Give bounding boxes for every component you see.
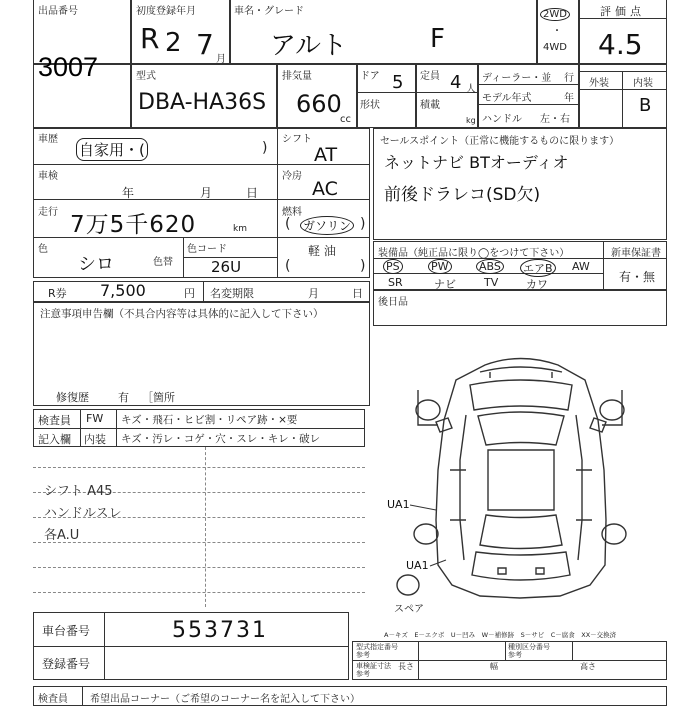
model-value: DBA-HA36S [138, 90, 267, 115]
history-label: 車歴 [38, 134, 58, 145]
damage-legend: A－キズ E－エクボ U－凹み W－補修跡 S－サビ C－腐食 XX－交換済 [384, 631, 617, 639]
inspector-label: 検査員 [38, 414, 71, 427]
model-label: 型式 [136, 71, 156, 82]
divider [229, 0, 231, 64]
model-year-label: モデル年式 [482, 93, 532, 104]
chassis-number: 553731 [172, 618, 268, 643]
width-label: 幅 [490, 662, 498, 671]
capacity-unit: 人 [466, 84, 476, 95]
divider [477, 104, 578, 105]
dealer-type-label: ディーラー・並 [482, 73, 552, 84]
drive-dot: ・ [552, 26, 562, 37]
drive-2wd: 2WD [540, 8, 570, 21]
equip-ps: PS [383, 259, 403, 274]
sales-point-line2: 前後ドラレコ(SD欠) [384, 185, 541, 205]
recycle-value: 7,500 [100, 281, 146, 300]
divider [203, 281, 204, 302]
registration-label: 初度登録年月 [136, 6, 196, 17]
rating-value: 4.5 [598, 28, 643, 61]
lot-number: 3007 [38, 52, 99, 82]
car-name: アルト [270, 31, 347, 61]
load-unit: kg [466, 116, 476, 125]
divider [477, 63, 479, 128]
equip-leather: カワ [526, 278, 548, 291]
divider [33, 428, 365, 429]
repair-place: ［箇所 [142, 391, 175, 404]
dashed-line [33, 467, 365, 468]
divider [603, 241, 604, 290]
rating-label: 評価点 [600, 5, 645, 18]
lot-label: 出品番号 [38, 6, 78, 17]
equip-aw: AW [572, 260, 590, 273]
fuel-close: ) [360, 216, 366, 232]
dashed-line [33, 567, 365, 568]
name-change-day: 日 [352, 287, 363, 300]
fuel-bottom-close: ) [360, 258, 366, 274]
color-code-label: 色コード [187, 244, 227, 255]
divider [130, 0, 132, 128]
recycle-unit: 円 [184, 287, 195, 300]
history-value [76, 138, 148, 161]
dashed-line [33, 592, 365, 593]
handle-label: ハンドル [482, 114, 522, 125]
handwritten-note: シフト A45 [44, 484, 113, 499]
repair-value: 有 [118, 391, 129, 404]
spare-label: スペア [394, 604, 424, 615]
load-label: 積載 [420, 100, 440, 111]
handwritten-note: 各A.U [44, 528, 80, 543]
after-items-label: 後日品 [378, 297, 408, 308]
equip-airbag: エアB [520, 259, 556, 277]
fw-label: FW [86, 412, 104, 425]
divider [82, 686, 83, 706]
equip-tv: TV [484, 276, 499, 289]
color-code-value: 26U [211, 258, 242, 276]
divider [104, 612, 105, 680]
divider [622, 71, 623, 128]
mileage-value: 7万5千620 [70, 212, 197, 238]
damage-label-ua1: UA1 [406, 559, 429, 572]
dashed-divider [205, 447, 206, 607]
registration-year: 2 [165, 28, 182, 58]
equip-navi: ナビ [434, 278, 456, 291]
int-text: キズ・汚レ・コゲ・穴・スレ・キレ・破レ [121, 433, 321, 445]
divider [276, 63, 278, 128]
divider [477, 84, 578, 85]
displacement-label: 排気量 [282, 71, 312, 82]
displacement-unit: cc [340, 114, 351, 125]
notes-label: 注意事項申告欄（不具合内容等は具体的に記入して下さい） [40, 308, 324, 320]
registration-month: 7 [196, 28, 214, 61]
inspection-year: 年 [122, 186, 135, 200]
interior-grade: B [639, 95, 652, 116]
fuel-bottom-open: ( [285, 258, 291, 274]
private-use-circle: 自家用・( [76, 138, 148, 161]
equip-pw: PW [428, 259, 452, 274]
divider [356, 63, 358, 128]
sales-point-label: セールスポイント（正常に機能するものに限ります） [380, 136, 620, 147]
drive-4wd: 4WD [543, 42, 567, 53]
fuel-gas: ガソリン [300, 216, 354, 235]
doors-label: ドア [360, 71, 380, 82]
warranty-value: 有・無 [619, 270, 656, 284]
footer-inspector-label: 検査員 [38, 694, 68, 705]
color-value: シロ [78, 254, 114, 275]
handle-value: 左・右 [540, 114, 570, 125]
warranty-label: 新車保証書 [611, 248, 661, 259]
doors-value: 5 [392, 72, 404, 93]
registration-month-unit: 月 [216, 54, 226, 65]
shift-value: AT [314, 144, 338, 166]
inspection-label: 車検 [38, 171, 58, 182]
fuel-diesel: 軽 油 [308, 244, 336, 258]
divider [277, 128, 278, 278]
history-close: ) [262, 140, 268, 156]
fuel-label: 燃料 [282, 207, 302, 218]
type-designation-label: 型式指定番号 参考 [356, 643, 398, 659]
shape-label: 形状 [360, 100, 380, 111]
mileage-label: 走行 [38, 207, 58, 218]
divider [505, 641, 506, 660]
fuel-open: ( [285, 216, 291, 232]
recycle-row [33, 281, 370, 302]
capacity-value: 4 [450, 72, 462, 93]
category-number-label: 種別区分番号 参考 [508, 643, 550, 659]
inspection-month: 月 [200, 186, 213, 200]
sales-point-line1: ネットナビ BTオーディオ [384, 153, 569, 172]
displacement-value: 660 [296, 90, 342, 118]
aircon-label: 冷房 [282, 171, 302, 182]
notes-area [33, 447, 365, 607]
repair-label: 修復歴 [56, 391, 89, 404]
model-year-value: 年 [564, 93, 574, 104]
name-change-label: 名変期限 [210, 287, 254, 300]
inspection-day: 日 [246, 186, 259, 200]
entry-label: 記入欄 [38, 433, 71, 446]
car-name-label: 車名・グレード [234, 6, 304, 17]
int-label: 内装 [84, 433, 106, 446]
aircon-value: AC [312, 178, 338, 200]
shift-label: シフト [282, 134, 312, 145]
recycle-label: R券 [48, 287, 67, 300]
chassis-label: 車台番号 [42, 624, 91, 638]
divider [415, 63, 417, 128]
capacity-label: 定員 [420, 71, 440, 82]
length-label: 長さ [398, 662, 414, 671]
equip-sr: SR [388, 276, 403, 289]
after-items-box [373, 290, 667, 326]
handwritten-note: ハンドルスレ [44, 506, 122, 521]
registration-era: R [140, 22, 160, 55]
reg-number-label: 登録番号 [42, 657, 91, 671]
divider [572, 641, 573, 660]
divider [116, 409, 117, 447]
interior-label: 内装 [633, 78, 653, 89]
dealer-type-value: 行 [564, 73, 574, 84]
color-label: 色 [38, 244, 48, 255]
height-label: 高さ [580, 662, 596, 671]
color-change-label: 色替 [153, 257, 173, 268]
equip-abs: ABS [476, 259, 504, 274]
damage-label-ua1: UA1 [387, 498, 410, 511]
footer-corner-label: 希望出品コーナー（ご希望のコーナー名を記入して下さい） [90, 694, 360, 705]
car-grade: F [430, 24, 445, 54]
exterior-label: 外装 [589, 78, 609, 89]
divider [33, 646, 349, 647]
divider [80, 409, 81, 447]
divider [418, 641, 419, 680]
name-change-month: 月 [308, 287, 319, 300]
mileage-unit: km [233, 224, 247, 234]
equipment-label: 装備品（純正品に限り◯をつけて下さい） [378, 248, 570, 259]
dashed-line [33, 542, 365, 543]
fw-text: キズ・飛石・ヒビ割・リペア跡・×要 [121, 414, 298, 426]
divider [33, 63, 667, 65]
cert-dimension-label: 車検証寸法 参考 [356, 662, 391, 678]
divider [536, 0, 538, 64]
